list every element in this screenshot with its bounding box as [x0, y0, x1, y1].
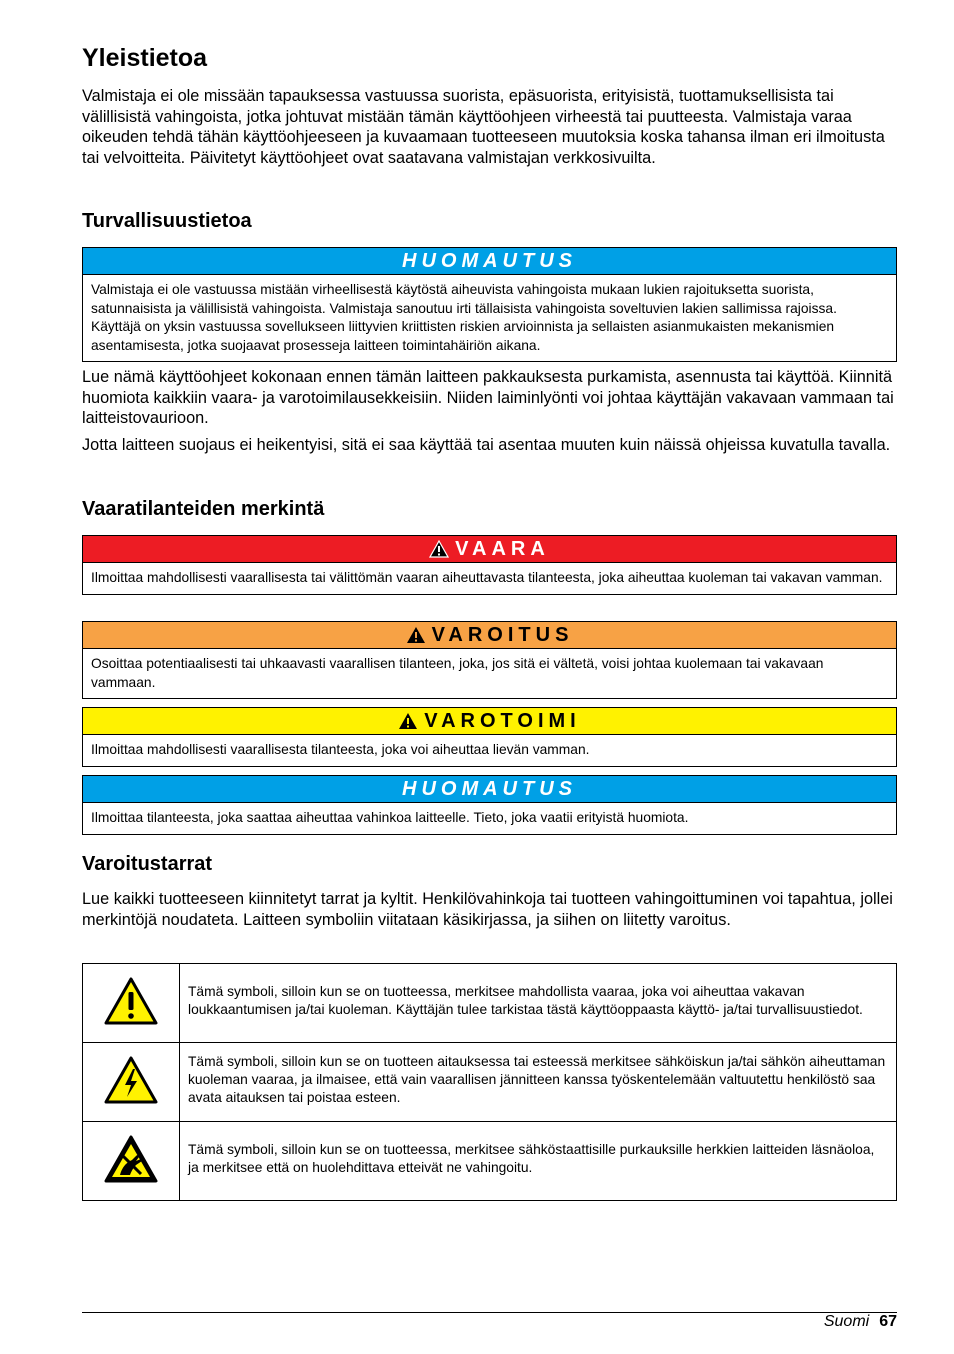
notice-text: Valmistaja ei ole vastuussa mistään virheellisestä käytöstä aiheuvista vahingoista mukaan lukien rajoituksetta suorista, satunnaisista ja välillisistä vahingoista. Valmistaja sanoutuu irti tällaisista vahingoista soveltuvien lakien sallimissa rajoissa. Käyttäjä on yksin vastuussa sovellukseen liittyvien kriittisten riskien arvioinnista ja sellaisten asianmukaisten mekanismien asentamisesta, jotka suojaavat prosesseja laitteen toimintahäiriön aikana.: [91, 282, 837, 353]
symbol-description: Tämä symboli, silloin kun se on tuotteessa, merkitsee sähköstaattisille purkauksille herkkien laitteiden läsnäoloa, ja merkitsee että on huolehdittava etteivät ne vahingoitu.: [180, 1122, 897, 1201]
table-row: [83, 1122, 897, 1201]
safety-paragraph-1: Lue nämä käyttöohjeet kokonaan ennen tämän laitteen pakkauksesta purkamista, asennusta tai käyttöä. Kiinnitä huomiota kaikkiin vaara- ja varotoimilausekkeisiin. Niiden laiminlyönti voi johtaa käyttäjän vakavaan vammaan tai laitteistovaurioon.: [82, 368, 894, 427]
warning-triangle-icon: [406, 626, 426, 644]
page-number: 67: [879, 1313, 897, 1330]
general-warning-icon: [103, 976, 159, 1026]
notice-box-hazard: [82, 775, 897, 835]
table-row: [83, 964, 897, 1043]
notice-box-safety: [82, 247, 897, 362]
section-title-general: Yleistietoa: [82, 44, 208, 72]
section-title-hazard: Vaaratilanteiden merkintä: [82, 498, 325, 520]
danger-box: [82, 535, 897, 595]
warning-triangle-icon: [398, 712, 418, 730]
warning-label: VAROITUS: [431, 624, 574, 646]
footer-divider: [82, 1312, 897, 1313]
danger-text: Ilmoittaa mahdollisesti vaarallisesta tai välittömän vaaran aiheuttavasta tilanteesta, joka aiheuttaa kuoleman tai vakavan vamman.: [91, 570, 883, 585]
table-row: [83, 1043, 897, 1122]
warning-box: [82, 621, 897, 699]
warning-text: Osoittaa potentiaalisesti tai uhkaavasti vaarallisen tilanteen, joka, jos sitä ei vältetä, voisi johtaa kuolemaan tai vakavaan vammaan.: [91, 656, 824, 690]
electric-shock-icon: [103, 1055, 159, 1105]
page-footer: [824, 1313, 897, 1331]
footer-language: Suomi: [823, 1313, 870, 1330]
section-title-safety: Turvallisuustietoa: [82, 210, 252, 232]
notice-header: HUOMAUTUS: [83, 776, 896, 803]
symbol-table: [82, 963, 897, 1201]
danger-label: VAARA: [455, 538, 550, 560]
caution-box: [82, 707, 897, 767]
esd-sensitive-icon: [103, 1134, 159, 1184]
notice-header: HUOMAUTUS: [83, 248, 896, 275]
warning-triangle-icon: [429, 540, 449, 558]
symbol-description: Tämä symboli, silloin kun se on tuotteen aitauksessa tai esteessä merkitsee sähköiskun ja/tai sähkön aiheuttaman kuoleman vaaraa, ja ilmaisee, että vain vaarallisen jännitteen kanssa työskentelemään valtuutettu henkilöstö saa avata aitauksen tai poistaa esteen.: [180, 1043, 897, 1122]
section-title-labels: Varoitustarrat: [82, 853, 213, 875]
safety-paragraph-2: Jotta laitteen suojaus ei heikentyisi, sitä ei saa käyttää tai asentaa muuten kuin näissä ohjeissa kuvatulla tavalla.: [82, 436, 891, 454]
notice-text: Ilmoittaa tilanteesta, joka saattaa aiheuttaa vahinkoa laitteelle. Tieto, joka vaatii erityistä huomiota.: [91, 810, 689, 825]
caution-text: Ilmoittaa mahdollisesti vaarallisesta tilanteesta, joka voi aiheuttaa lievän vamman.: [91, 742, 590, 757]
caution-label: VAROTOIMI: [424, 710, 581, 732]
labels-paragraph: Lue kaikki tuotteeseen kiinnitetyt tarrat ja kyltit. Henkilövahinkoja tai tuotteen vahingoittuminen voi tapahtua, jollei merkintöjä noudateta. Laitteen symboliin viitataan käsikirjassa, ja siihen on liitetty varoitus.: [82, 890, 893, 929]
general-paragraph: Valmistaja ei ole missään tapauksessa vastuussa suorista, epäsuorista, erityisistä, tuottamuksellisista tai välillisistä vahingoista, jotka johtuvat mistään tämän käyttöohjeen virheestä tai puutteesta. Valmistaja varaa oikeuden tehdä tähän käyttöohjeeseen ja kuvaamaan tuotteeseen muutoksia koska tahansa ilman eri ilmoitusta tai velvoitteita. Päivitetyt käyttöohjeet ovat saatavana valmistajan verkkosivuilta.: [82, 87, 885, 167]
symbol-description: Tämä symboli, silloin kun se on tuotteessa, merkitsee mahdollista vaaraa, joka voi aiheuttaa vakavan loukkaantumisen ja/tai kuoleman. Käyttäjän tulee tarkistaa tästä käyttöoppaasta käyttö- ja/tai turvallisuustiedot.: [180, 964, 897, 1043]
